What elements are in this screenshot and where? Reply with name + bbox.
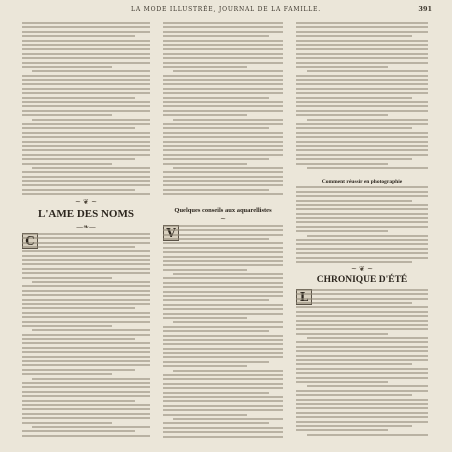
text-line <box>163 53 283 55</box>
text-line <box>163 35 269 37</box>
text-line <box>296 97 412 99</box>
text-line <box>22 312 150 314</box>
text-line <box>296 257 428 259</box>
text-line <box>163 62 283 64</box>
text-line <box>296 421 428 423</box>
column-3 <box>296 22 428 438</box>
text-line <box>163 387 283 389</box>
text-line <box>22 26 150 28</box>
text-line <box>32 426 150 428</box>
text-line <box>296 62 428 64</box>
text-line <box>163 392 269 394</box>
text-line <box>296 114 388 116</box>
text-line <box>296 105 428 107</box>
text-line <box>173 321 283 323</box>
text-line <box>173 418 283 420</box>
text-line <box>163 378 283 380</box>
text-line <box>22 242 150 244</box>
text-line <box>307 235 428 237</box>
column-1 <box>22 22 150 438</box>
text-line <box>163 79 283 81</box>
text-line <box>296 191 428 193</box>
text-line <box>163 269 247 271</box>
text-line <box>22 263 150 265</box>
text-line <box>22 259 150 261</box>
text-line <box>163 247 283 249</box>
text-line <box>163 105 283 107</box>
text-line <box>163 409 283 411</box>
text-line <box>22 145 150 147</box>
text-line <box>296 243 428 245</box>
body-text-block <box>22 22 150 195</box>
text-line <box>163 299 269 301</box>
text-line <box>22 149 150 151</box>
journal-title: LA MODE ILLUSTRÉE, JOURNAL DE LA FAMILLE. <box>131 6 321 13</box>
text-line <box>296 346 428 348</box>
text-line <box>296 57 428 59</box>
text-line <box>163 83 283 85</box>
text-line <box>163 365 247 367</box>
text-line <box>296 145 428 147</box>
text-line <box>163 101 283 103</box>
text-line <box>296 390 428 392</box>
text-line <box>296 363 412 365</box>
text-line <box>296 83 428 85</box>
text-line <box>163 184 283 186</box>
text-line <box>22 233 150 235</box>
text-line <box>163 361 269 363</box>
text-line <box>22 66 112 68</box>
text-line <box>22 435 150 437</box>
text-line <box>22 299 150 301</box>
text-line <box>307 70 428 72</box>
text-line <box>163 238 269 240</box>
text-line <box>163 308 283 310</box>
text-line <box>296 261 412 263</box>
text-line <box>173 70 283 72</box>
text-line <box>163 92 283 94</box>
text-line <box>163 176 283 178</box>
text-line <box>22 303 150 305</box>
text-line <box>32 281 150 283</box>
text-line <box>163 242 283 244</box>
text-line <box>163 189 269 191</box>
section-ornament: ~ ❦ ~ <box>74 197 98 206</box>
text-line <box>22 22 150 24</box>
text-line <box>163 260 283 262</box>
text-line <box>163 356 283 358</box>
text-line <box>296 31 428 33</box>
text-line <box>296 44 428 46</box>
text-line <box>173 119 283 121</box>
text-line <box>163 335 283 337</box>
text-line <box>163 317 247 319</box>
text-line <box>296 221 428 223</box>
text-line <box>163 114 247 116</box>
text-line <box>163 225 283 227</box>
text-line <box>296 88 428 90</box>
text-line <box>22 141 150 143</box>
body-text-block <box>22 233 150 438</box>
text-line <box>32 378 150 380</box>
text-line <box>163 343 283 345</box>
text-line <box>307 434 428 436</box>
text-line <box>22 88 150 90</box>
text-line <box>22 57 150 59</box>
text-line <box>22 277 112 279</box>
text-line <box>296 92 428 94</box>
body-text-block <box>163 225 283 438</box>
page-number: 391 <box>418 5 432 13</box>
text-line <box>163 352 283 354</box>
page-header <box>0 4 452 16</box>
text-line <box>163 291 283 293</box>
text-line <box>296 154 428 156</box>
text-line <box>22 430 135 432</box>
text-line <box>296 350 428 352</box>
text-line <box>307 337 428 339</box>
text-line <box>296 101 428 103</box>
text-line <box>296 217 428 219</box>
article-title-chronique: CHRONIQUE D'ÉTÉ <box>316 275 408 286</box>
text-line <box>163 427 283 429</box>
text-line <box>22 290 150 292</box>
text-line <box>296 230 388 232</box>
text-line <box>296 306 428 308</box>
text-line <box>22 250 150 252</box>
text-line <box>296 333 388 335</box>
text-line <box>22 48 150 50</box>
text-line <box>22 127 135 129</box>
body-text-block <box>296 186 428 263</box>
text-line <box>163 149 283 151</box>
text-line <box>163 97 269 99</box>
title-ornament: —❧— <box>76 222 96 231</box>
text-line <box>296 195 428 197</box>
text-line <box>22 97 135 99</box>
text-line <box>296 53 428 55</box>
text-line <box>296 213 428 215</box>
text-line <box>296 377 428 379</box>
text-line <box>296 163 388 165</box>
text-line <box>22 386 150 388</box>
text-line <box>163 88 283 90</box>
text-line <box>22 62 150 64</box>
text-line <box>22 184 150 186</box>
title-ornament: ~ <box>220 214 226 223</box>
text-line <box>163 66 247 68</box>
text-line <box>163 326 283 328</box>
text-line <box>22 158 135 160</box>
text-line <box>22 364 150 366</box>
text-line <box>22 417 150 419</box>
text-line <box>32 70 150 72</box>
text-line <box>296 328 428 330</box>
body-text-block <box>163 22 283 195</box>
text-line <box>22 382 150 384</box>
text-line <box>22 75 150 77</box>
text-line <box>163 22 283 24</box>
text-line <box>296 394 412 396</box>
text-line <box>22 114 112 116</box>
text-line <box>296 311 428 313</box>
text-line <box>163 57 283 59</box>
text-line <box>22 44 150 46</box>
body-text-block <box>296 289 428 438</box>
text-line <box>296 75 428 77</box>
text-line <box>163 154 283 156</box>
text-line <box>22 285 150 287</box>
body-text-block <box>296 22 428 169</box>
text-line <box>296 302 412 304</box>
text-line <box>296 40 428 42</box>
text-line <box>22 105 150 107</box>
text-line <box>296 141 428 143</box>
text-line <box>22 154 150 156</box>
text-line <box>163 431 283 433</box>
text-line <box>296 341 428 343</box>
text-line <box>22 101 150 103</box>
text-line <box>296 186 428 188</box>
text-line <box>296 315 428 317</box>
text-line <box>22 180 150 182</box>
text-line <box>163 158 269 160</box>
text-line <box>22 255 150 257</box>
text-line <box>22 163 112 165</box>
text-line <box>22 189 135 191</box>
text-line <box>163 383 283 385</box>
text-line <box>22 325 112 327</box>
text-line <box>163 313 283 315</box>
text-line <box>22 338 135 340</box>
text-line <box>22 347 150 349</box>
text-line <box>22 246 135 248</box>
text-line <box>296 200 412 202</box>
text-line <box>296 293 428 295</box>
text-line <box>296 149 428 151</box>
text-line <box>163 405 283 407</box>
text-line <box>296 127 412 129</box>
text-line <box>296 239 428 241</box>
text-line <box>296 22 428 24</box>
text-line <box>163 422 269 424</box>
text-line <box>296 416 428 418</box>
text-line <box>22 272 150 274</box>
text-line <box>296 204 428 206</box>
text-line <box>163 400 283 402</box>
text-line <box>173 273 283 275</box>
text-line <box>22 422 112 424</box>
text-line <box>163 251 283 253</box>
text-line <box>296 248 428 250</box>
text-line <box>163 48 283 50</box>
text-line <box>22 40 150 42</box>
text-line <box>22 373 112 375</box>
section-ornament: ~ ❦ ~ <box>350 265 374 274</box>
text-line <box>296 158 412 160</box>
text-line <box>163 282 283 284</box>
text-line <box>296 26 428 28</box>
text-line <box>22 110 150 112</box>
text-line <box>163 123 283 125</box>
text-line <box>296 132 428 134</box>
text-line <box>22 79 150 81</box>
text-line <box>296 372 428 374</box>
text-line <box>307 119 428 121</box>
text-line <box>163 396 283 398</box>
text-line <box>163 286 283 288</box>
text-line <box>22 171 150 173</box>
article-title-ame-des-noms: L'AME DES NOMS <box>38 207 134 220</box>
text-line <box>163 348 283 350</box>
text-line <box>163 374 283 376</box>
text-line <box>22 408 150 410</box>
text-line <box>296 324 428 326</box>
text-line <box>163 339 283 341</box>
text-line <box>22 334 150 336</box>
text-line <box>32 119 150 121</box>
text-line <box>22 369 135 371</box>
text-line <box>296 429 388 431</box>
text-line <box>22 400 135 402</box>
text-line <box>163 330 269 332</box>
text-line <box>296 66 388 68</box>
text-line <box>163 193 283 195</box>
text-line <box>163 436 283 438</box>
text-line <box>163 31 283 33</box>
text-line <box>32 167 150 169</box>
text-line <box>22 391 150 393</box>
text-line <box>296 355 428 357</box>
text-line <box>163 145 283 147</box>
text-line <box>296 298 428 300</box>
text-line <box>296 226 428 228</box>
text-line <box>296 110 428 112</box>
text-line <box>22 351 150 353</box>
text-line <box>163 136 283 138</box>
text-line <box>22 132 150 134</box>
text-line <box>22 53 150 55</box>
text-line <box>163 229 283 231</box>
text-line <box>296 289 428 291</box>
text-line <box>163 295 283 297</box>
text-line <box>296 381 388 383</box>
text-line <box>296 359 428 361</box>
text-line <box>22 395 150 397</box>
text-line <box>22 237 150 239</box>
text-line <box>22 35 135 37</box>
text-line <box>296 368 428 370</box>
text-line <box>296 136 428 138</box>
text-line <box>22 176 150 178</box>
text-line <box>22 342 150 344</box>
text-line <box>22 321 150 323</box>
text-line <box>22 356 150 358</box>
text-line <box>163 256 283 258</box>
text-line <box>22 136 150 138</box>
text-line <box>163 163 247 165</box>
article-title-aquarellistes: Quelques conseils aux aquarellistes <box>174 206 272 214</box>
text-line <box>296 425 412 427</box>
text-line <box>163 264 283 266</box>
text-line <box>163 44 283 46</box>
text-line <box>296 35 412 37</box>
text-line <box>163 304 283 306</box>
text-line <box>163 414 247 416</box>
text-line <box>22 294 150 296</box>
text-line <box>22 83 150 85</box>
text-line <box>307 167 428 169</box>
text-line <box>296 208 428 210</box>
text-line <box>22 307 135 309</box>
text-line <box>22 92 150 94</box>
text-line <box>163 110 283 112</box>
text-line <box>163 127 269 129</box>
text-line <box>163 234 283 236</box>
text-line <box>22 404 150 406</box>
text-line <box>22 268 150 270</box>
text-line <box>173 370 283 372</box>
text-line <box>163 180 283 182</box>
text-line <box>296 403 428 405</box>
text-line <box>296 48 428 50</box>
text-line <box>296 79 428 81</box>
text-line <box>22 316 150 318</box>
text-line <box>163 26 283 28</box>
text-line <box>22 413 150 415</box>
text-line <box>296 412 428 414</box>
text-line <box>296 320 428 322</box>
text-line <box>296 407 428 409</box>
text-line <box>296 252 428 254</box>
text-line <box>163 75 283 77</box>
text-line <box>22 31 150 33</box>
text-line <box>296 123 428 125</box>
text-line <box>173 167 283 169</box>
column-2 <box>163 22 283 438</box>
text-line <box>307 385 428 387</box>
text-line <box>163 171 283 173</box>
article-title-photographie: Comment réussir en photographie <box>321 179 403 186</box>
text-line <box>163 132 283 134</box>
text-line <box>163 141 283 143</box>
text-line <box>22 123 150 125</box>
text-line <box>22 193 150 195</box>
text-line <box>22 360 150 362</box>
text-line <box>163 277 283 279</box>
text-line <box>296 399 428 401</box>
text-line <box>32 329 150 331</box>
text-line <box>163 40 283 42</box>
